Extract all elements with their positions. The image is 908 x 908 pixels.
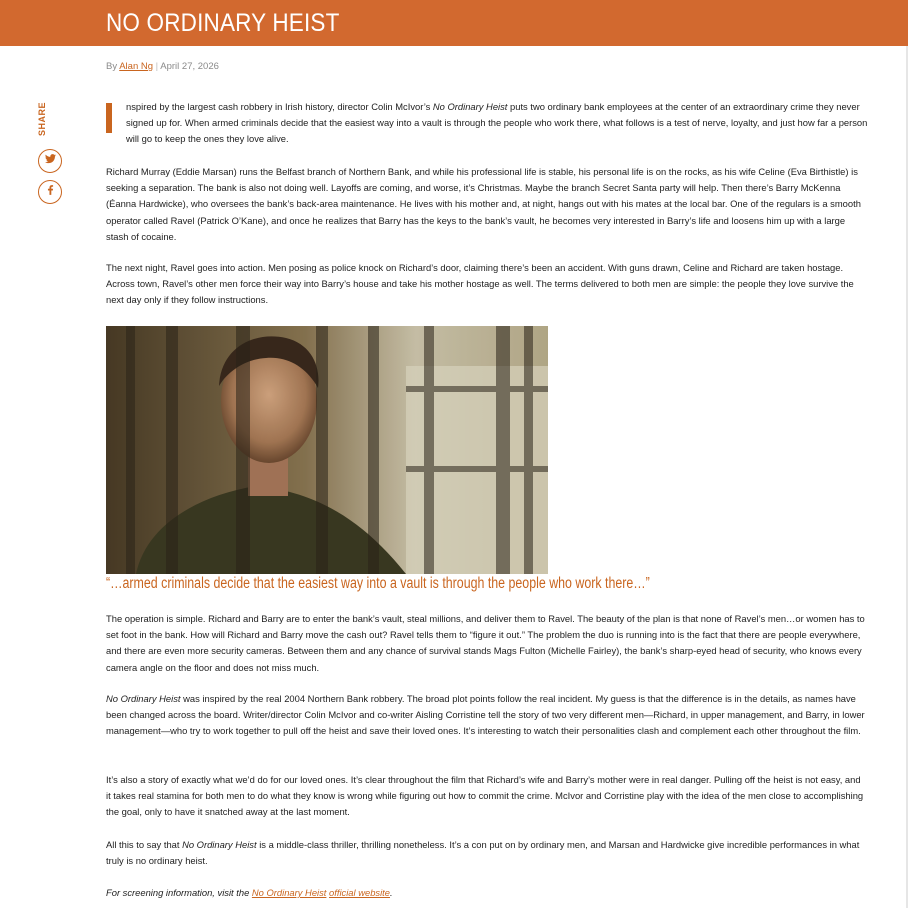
publish-date: April 27, 2026 <box>160 61 219 72</box>
byline <box>106 61 219 72</box>
paragraph-7 <box>106 837 866 869</box>
paragraph-2: Richard Murray (Eddie Marsan) runs the Belfast branch of Northern Bank, and while his professional life is stable, his personal life is on the rocks, as his wife Celine (Eva Birthistle) is seeking a separation. The bank is also not doing well. Layoffs are coming, and worse, it’s Christmas. Maybe the branch Secret Santa party will help. Then there’s Barry McKenna (Éanna Hardwicke), who oversees the bank’s back-area maintenance. He lives with his mother and, at night, hangs out with his mates at the local bar. One of the regulars is a smooth operator called Ravel (Patrick O’Kane), and once he realizes that Barry has the keys to the bank’s vault, he becomes very interested in Barry’s life and loosens him up with a large stash of cocaine. <box>106 166 861 242</box>
film-title-italic: No Ordinary Heist <box>106 693 181 704</box>
film-title-link[interactable]: No Ordinary Heist <box>251 887 327 898</box>
facebook-share-button[interactable] <box>38 180 62 204</box>
intro-text: nspired by the largest cash robbery in Irish history, director Colin McIvor’s <box>126 101 433 112</box>
paragraph-7-text: All this to say that <box>106 839 183 850</box>
facebook-icon <box>44 183 57 201</box>
page-title: NO ORDINARY HEIST <box>106 9 340 37</box>
paragraph-5-text: was inspired by the real 2004 Northern Bank robbery. The broad plot points follow the real incident. My guess is that the difference is in the details, as names have been changed across the board. Writer/director Colin McIvor and co-writer Aisling Corristine tell the story of two very different men—Richard, in upper management, and Barry, in lower management—who try to work together to pull off the heist and save their loved ones. It’s interesting to watch their personalities clash and complement each other throughout the film. <box>106 693 865 737</box>
intro-text-cont: puts two ordinary bank employees at the center of an extraordinary crime they never signed up for. When armed criminals decide that the easiest way into a vault is through the people who work there, what follows is a test of nerve, loyalty, and just how far a person will go to keep the ones they love alive. <box>126 101 868 145</box>
drop-cap-bar <box>106 103 112 133</box>
film-title-italic: No Ordinary Heist <box>182 839 257 850</box>
film-title-italic: No Ordinary Heist <box>432 101 508 112</box>
official-website-link[interactable]: official website <box>329 887 390 898</box>
site-header <box>0 0 908 46</box>
author-link[interactable]: Alan Ng <box>119 61 154 72</box>
intro-paragraph <box>106 99 868 148</box>
screening-text-end: . <box>390 887 393 898</box>
paragraph-4: The operation is simple. Richard and Barry are to enter the bank’s vault, steal millions, and deliver them to Ravel. The beauty of the plan is that none of Ravel’s men…or women has to set foot in the bank. How will Richard and Barry move the cash out? Ravel tells them to “figure it out.” The problem the duo is running into is the fact that there are people everywhere, and there are even more security cameras. Between them and any chance of survival stands Mags Fulton (Michelle Fairley), the bank’s sharp-eyed head of security, who knows every camera angle on the floor and does not miss much. <box>106 613 865 673</box>
twitter-share-button[interactable] <box>38 149 62 173</box>
pull-quote: “…armed criminals decide that the easiest way into a vault is through the people who work there…” <box>106 575 650 592</box>
screening-text: For screening information, visit the <box>106 887 252 898</box>
film-still-image <box>106 326 548 574</box>
byline-separator: | <box>155 61 159 72</box>
paragraph-6: It’s also a story of exactly what we’d do for our loved ones. It’s clear throughout the film that Richard’s wife and Barry’s mother were in real danger. Pulling off the heist is not easy, and it takes real stamina for both men to do what they know is wrong while figuring out how to commit the crime. McIvor and Corristine play with the idea of the men close to accomplishing the goal, only to have it snatched away at the last moment. <box>106 774 864 818</box>
share-label: SHARE <box>37 101 47 136</box>
byline-prefix: By <box>106 61 118 72</box>
paragraph-7-text-cont: is a middle-class thriller, thrilling nonetheless. It’s a con put on by ordinary men, and Marsan and Hardwicke give incredible performances in what truly is no ordinary heist. <box>106 839 860 867</box>
screening-info <box>106 885 866 901</box>
paragraph-3: The next night, Ravel goes into action. Men posing as police knock on Richard’s door, claiming there’s been an accident. With guns drawn, Celine and Richard are taken hostage. Across town, Ravel’s other men force their way into Barry’s house and take his mother hostage as well. The terms delivered to both men are simple: the people they love survive the next day only if they follow instructions. <box>106 262 854 306</box>
paragraph-5 <box>106 691 866 740</box>
twitter-icon <box>44 152 57 170</box>
